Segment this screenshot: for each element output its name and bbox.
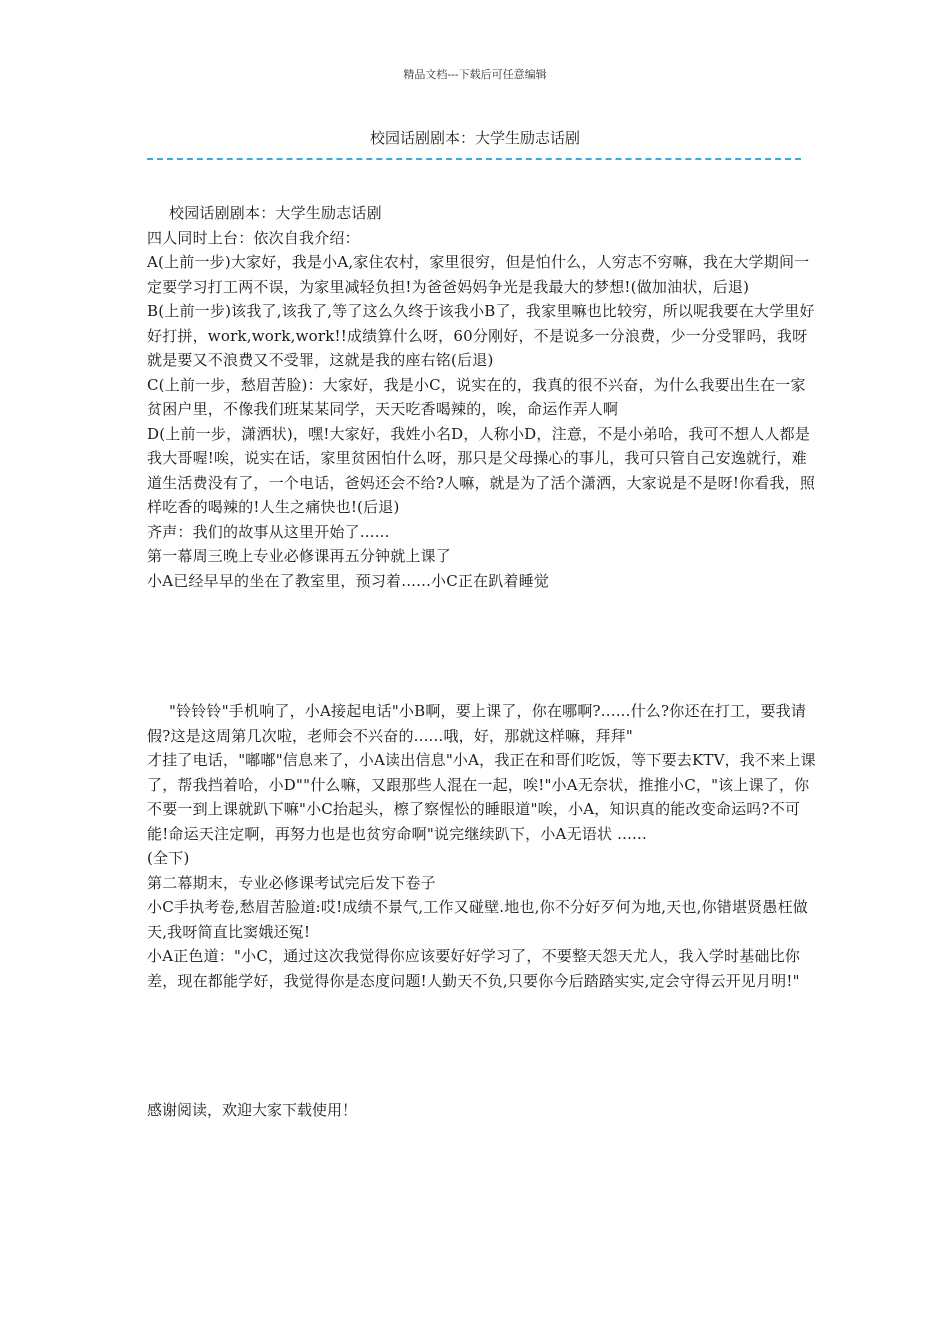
script-paragraph: 才挂了电话，"嘟嘟"信息来了，小A读出信息"小A，我正在和哥们吃饭，等下要去KTV，我不来上课了，帮我挡着哈，小D""什么嘛，又跟那些人混在一起，唉!"小A无奈状，推推小C，"该上课了，你不要一到上课就趴下嘛"小C抬起头，檫了察惺忪的睡眼道"唉，小A，知识真的能改变命运吗?不可能!命运天注定啊，再努力也是也贫穷命啊"说完继续趴下，小A无语状 ...... (147, 751, 816, 843)
closing-note: 感谢阅读，欢迎大家下载使用！ (147, 1101, 358, 1119)
script-paragraph: (全下) (147, 849, 190, 867)
script-paragraph: 齐声：我们的故事从这里开始了...... (147, 522, 390, 541)
script-paragraph: 小C手执考卷,愁眉苦脸道:哎!成绩不景气,工作又碰壁.地也,你不分好歹何为地,天也,你错堪贤愚枉做天,我呀简直比窦娥还冤! (147, 898, 808, 941)
script-paragraph: A(上前一步)大家好，我是小A,家住农村，家里很穷，但是怕什么，人穷志不穷嘛，我在大学期间一定要学习打工两不误，为家里减轻负担!为爸爸妈妈争光是我最大的梦想!(做加油状，后退) (147, 253, 810, 296)
script-paragraph: 四人同时上台：依次自我介绍： (147, 228, 360, 247)
script-paragraph: 小A已经早早的坐在了教室里，预习着......小C正在趴着睡觉 (147, 571, 550, 590)
script-paragraph: 小A正色道："小C，通过这次我觉得你应该要好好学习了，不要整天怨天尤人，我入学时基础比你差，现在都能学好，我觉得你是态度问题!人勤天不负,只要你今后踏踏实实,定会守得云开见月明!" (147, 947, 801, 990)
script-paragraph: B(上前一步)该我了,该我了,等了这么久终于该我小B了，我家里嘛也比较穷，所以呢我要在大学里好好打拼，work,work,work!!成绩算什么呀，60分刚好，不是说多一分浪费，少一分受罪吗，我呀就是要又不浪费又不受罪，这就是我的座右铭(后退) (147, 302, 815, 369)
script-section-intro (147, 201, 817, 593)
page-header-note: 精品文档---下载后可任意编辑 (403, 68, 547, 81)
script-paragraph: 校园话剧剧本：大学生励志话剧 (169, 204, 382, 222)
script-paragraph: 第一幕周三晚上专业必修课再五分钟就上课了 (147, 547, 452, 565)
script-paragraph: C(上前一步，愁眉苦脸)：大家好，我是小C，说实在的，我真的很不兴奋，为什么我要出生在一家贫困户里，不像我们班某某同学，天天吃香喝辣的，唉，命运作弄人啊 (147, 375, 806, 418)
title-divider (147, 158, 801, 160)
document-title: 校园话剧剧本：大学生励志话剧 (369, 129, 580, 147)
script-paragraph: 第二幕期末，专业必修课考试完后发下卷子 (147, 873, 436, 892)
script-paragraph: D(上前一步，潇洒状)，嘿!大家好，我姓小名D，人称小D，注意，不是小弟哈，我可不想人人都是我大哥喔!唉，说实在话，家里贫困怕什么呀，那只是父母操心的事儿，我可只管自己安逸就行，难道生活费没有了，一个电话，爸妈还会不给?人嘛，就是为了活个潇洒，大家说是不是呀!你看我，照样吃香的喝辣的!人生之痛快也!(后退) (147, 424, 816, 516)
script-section-acts (147, 699, 817, 993)
script-paragraph: "铃铃铃"手机响了，小A接起电话"小B啊，要上课了，你在哪啊?......什么?你还在打工，要我请假?这是这周第几次啦，老师会不兴奋的......哦，好，那就这样嘛，拜拜" (147, 702, 807, 745)
